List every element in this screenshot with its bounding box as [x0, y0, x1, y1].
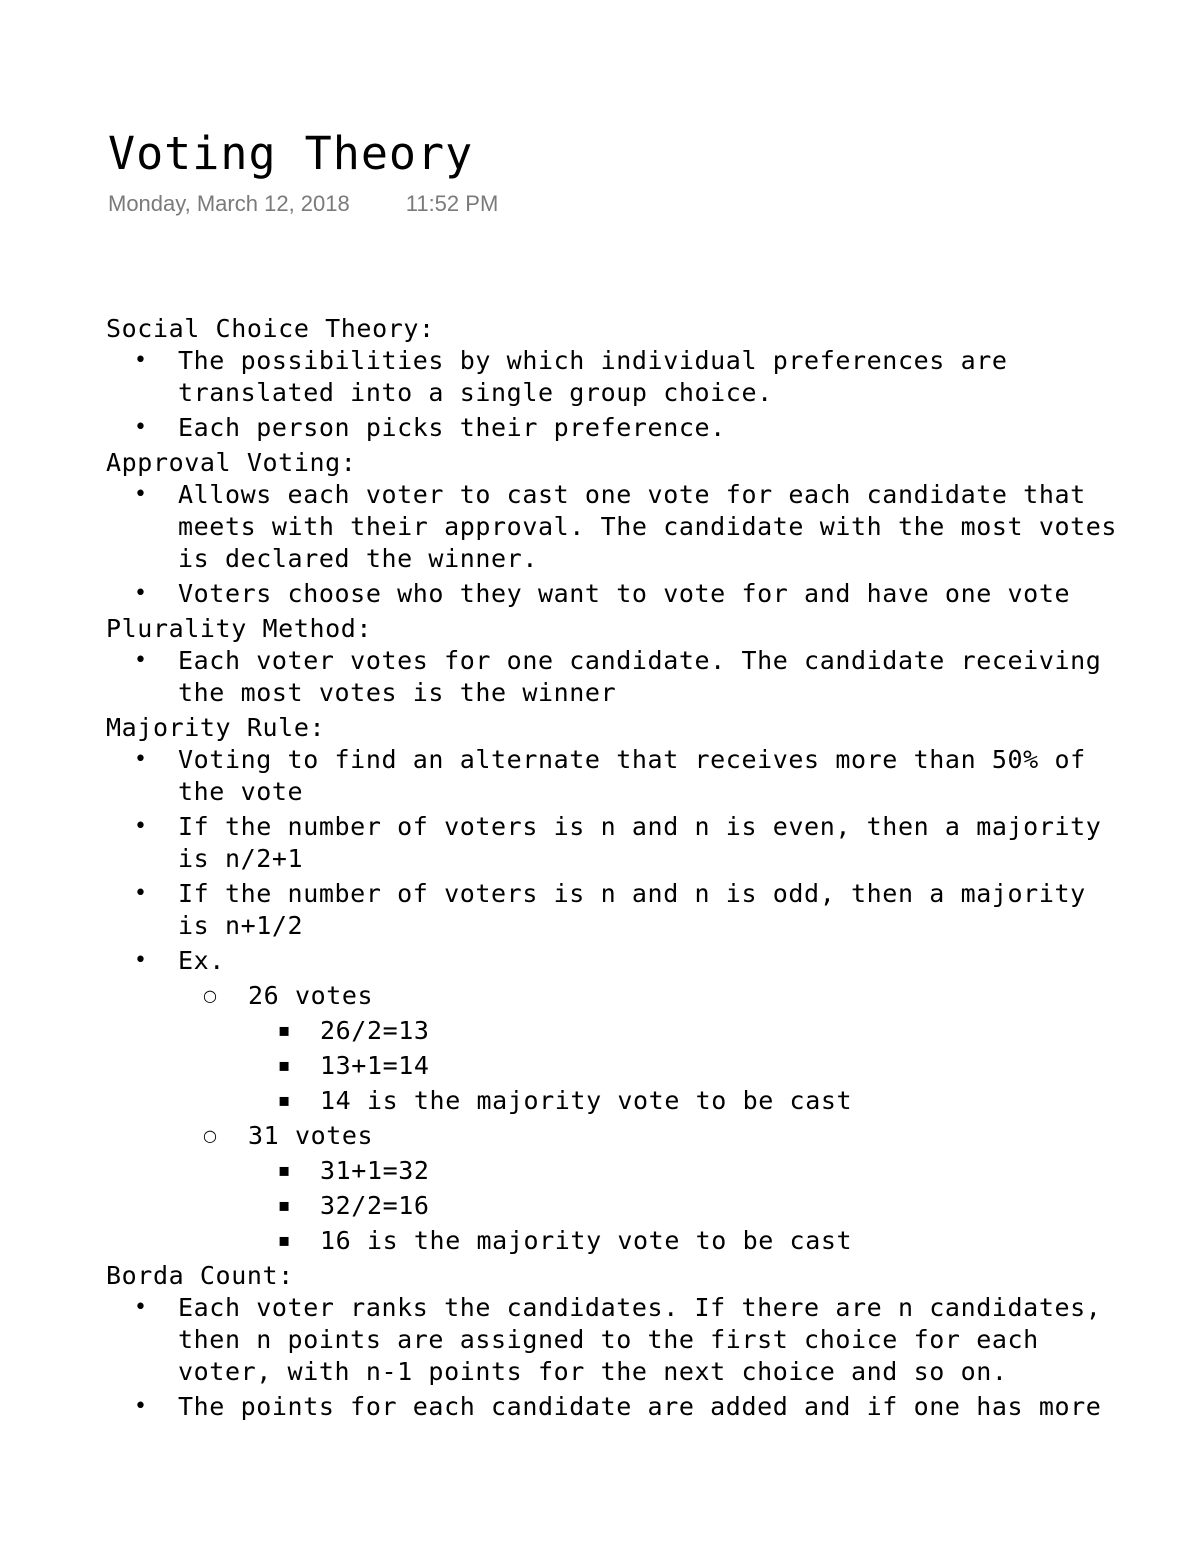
section-heading-social-choice: Social Choice Theory: [106, 314, 435, 343]
example-step: ▪ 16 is the majority vote to be cast [320, 1225, 1166, 1257]
social-choice-list [106, 345, 1166, 444]
list-item: • Voting to find an alternate that receives more than 50% of the vote [106, 744, 1166, 808]
example-step: ▪ 13+1=14 [320, 1050, 1166, 1082]
majority-rule-list [106, 744, 1166, 1257]
example-list [178, 980, 1166, 1257]
list-item: • Each person picks their preference. [106, 412, 1166, 444]
section-heading-plurality-method: Plurality Method: [106, 614, 373, 643]
list-item: • Allows each voter to cast one vote for each candidate that meets with their approval. The candidate with the most votes is declared the winner. [106, 479, 1166, 575]
approval-voting-list [106, 479, 1166, 610]
note-timestamp [108, 190, 498, 218]
list-item: • Ex. ○ 26 votes ▪ 26/2=13 ▪ 13+1=14 ▪ 14 is the majority vote to be cast ○ 31 votes ▪ 31+1=32 ▪ 32/2=16 ▪ 16 is the majority vote to be cast [106, 945, 1166, 1257]
example-item: ○ 31 votes ▪ 31+1=32 ▪ 32/2=16 ▪ 16 is the majority vote to be cast [248, 1120, 1166, 1257]
example-steps [248, 1155, 1166, 1257]
note-body [106, 313, 1166, 1426]
page-title: Voting Theory [108, 127, 474, 180]
example-step: ▪ 31+1=32 [320, 1155, 1166, 1187]
note-date: Monday, March 12, 2018 [108, 191, 350, 216]
borda-count-list [106, 1292, 1166, 1423]
list-item: • Each voter votes for one candidate. The candidate receiving the most votes is the winner [106, 645, 1166, 709]
list-item: • If the number of voters is n and n is odd, then a majority is n+1/2 [106, 878, 1166, 942]
example-steps [248, 1015, 1166, 1117]
plurality-method-list [106, 645, 1166, 709]
section-heading-borda-count: Borda Count: [106, 1261, 294, 1290]
section-heading-majority-rule: Majority Rule: [106, 713, 326, 742]
note-time: 11:52 PM [405, 191, 499, 216]
list-item: • Each voter ranks the candidates. If there are n candidates, then n points are assigned to the first choice for each voter, with n-1 points for the next choice and so on. [106, 1292, 1166, 1388]
list-item: • If the number of voters is n and n is even, then a majority is n/2+1 [106, 811, 1166, 875]
example-step: ▪ 32/2=16 [320, 1190, 1166, 1222]
section-heading-approval-voting: Approval Voting: [106, 448, 357, 477]
list-item: • The possibilities by which individual preferences are translated into a single group choice. [106, 345, 1166, 409]
list-item: • The points for each candidate are added and if one has more [106, 1391, 1166, 1423]
example-step: ▪ 26/2=13 [320, 1015, 1166, 1047]
example-item: ○ 26 votes ▪ 26/2=13 ▪ 13+1=14 ▪ 14 is the majority vote to be cast [248, 980, 1166, 1117]
list-item: • Voters choose who they want to vote for and have one vote [106, 578, 1166, 610]
example-step: ▪ 14 is the majority vote to be cast [320, 1085, 1166, 1117]
